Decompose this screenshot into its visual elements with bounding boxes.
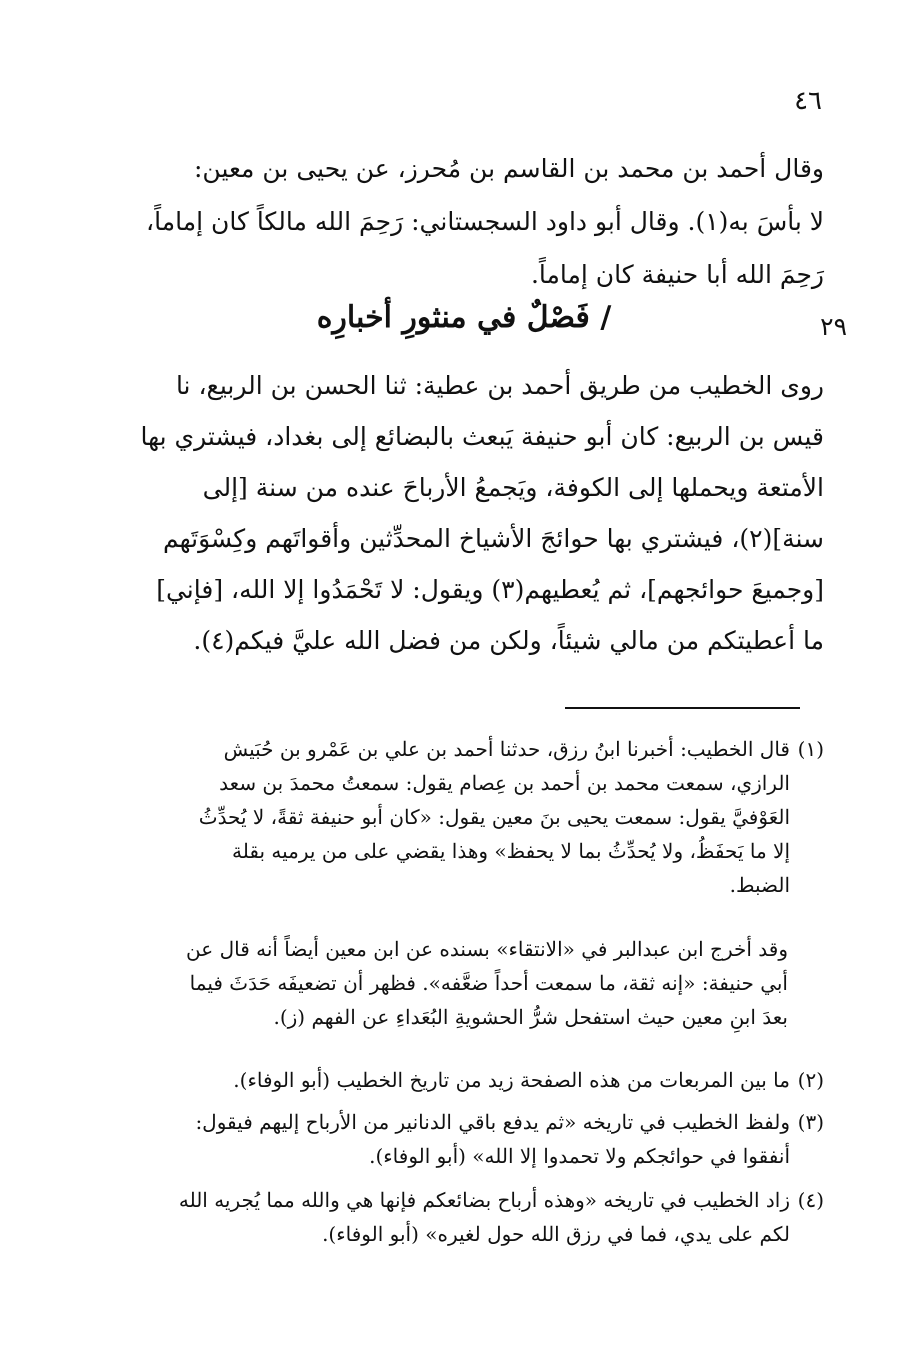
footnote-line: ما بين المربعات من هذه الصفحة زيد من تاريخ الخطيب (أبو الوفاء). <box>233 1068 790 1092</box>
footnote-line: الضبط. <box>729 873 790 897</box>
section-paragraph <box>104 360 824 666</box>
footnote-4 <box>104 1183 824 1251</box>
footnote-line: أبي حنيفة: «إنه ثقة، ما سمعت أحداً ضعَّفه». فظهر أن تضعيفَه حَدَثَ فيما <box>189 971 788 995</box>
text-line: وقال أحمد بن محمد بن القاسم بن مُحرز، عن يحيى بن معين: <box>193 154 824 183</box>
footnote-line: قال الخطيب: أخبرنا ابنُ رزق، حدثنا أحمد بن علي بن عَمْرو بن حُبَيش <box>223 737 790 761</box>
footnote-1-continuation <box>104 932 788 1034</box>
footnote-line: وقد أخرج ابن عبدالبر في «الانتقاء» بسنده عن ابن معين أيضاً أنه قال عن <box>186 937 788 961</box>
footnote-line: العَوْفيَّ يقول: سمعت يحيى بنَ معين يقول: «كان أبو حنيفة ثقةً، لا يُحدِّثُ <box>198 805 790 829</box>
footnote-line: إلا ما يَحفَظُ، ولا يُحدِّثُ بما لا يحفظ» وهذا يقضي على من يرميه بقلة <box>232 839 790 863</box>
footnote-line: لكم على يدي، فما في رزق الله حول لغيره» (أبو الوفاء). <box>322 1222 790 1246</box>
footnote-3 <box>104 1105 824 1173</box>
footnote-line: زاد الخطيب في تاريخه «وهذه أرباح بضائعكم فإنها هي والله مما يُجريه الله <box>178 1188 790 1212</box>
footnote-number: (٤) <box>797 1188 824 1212</box>
text-line: ما أعطيتكم من مالي شيئاً، ولكن من فضل الله عليَّ فيكم(٤). <box>193 626 824 655</box>
footnote-2 <box>104 1063 824 1097</box>
footnote-separator <box>565 707 800 709</box>
text-line: سنة](٢)، فيشتري بها حوائجَ الأشياخ المحدِّثين وأقواتَهم وكِسْوَتَهم <box>162 524 824 553</box>
text-line: [وجميعَ حوائجهم]، ثم يُعطيهم(٣) ويقول: لا تَحْمَدُوا إلا الله، [فإني] <box>156 575 824 604</box>
footnote-number: (٣) <box>797 1110 824 1134</box>
text-line: رَحِمَ الله أبا حنيفة كان إماماً. <box>530 260 824 289</box>
page-number: ٤٦ <box>794 86 822 116</box>
footnote-1 <box>104 732 824 902</box>
footnote-line: الرازي، سمعت محمد بن أحمد بن عِصام يقول: سمعتُ محمدَ بن سعد <box>219 771 790 795</box>
margin-page-reference: ٢٩ <box>820 312 847 341</box>
text-line: لا بأسَ به(١). وقال أبو داود السجستاني: رَحِمَ الله مالكاً كان إماماً، <box>146 207 824 236</box>
section-heading: / فَصْلٌ في منثورِ أخبارِه <box>316 300 612 335</box>
footnote-line: بعدَ ابنِ معين حيث استفحل شرُّ الحشويةِ البُعَداءِ عن الفهم (ز). <box>273 1005 788 1029</box>
footnote-number: (١) <box>797 737 824 761</box>
text-line: روى الخطيب من طريق أحمد بن عطية: ثنا الحسن بن الربيع، نا <box>175 371 824 400</box>
footnote-line: ولفظ الخطيب في تاريخه «ثم يدفع باقي الدنانير من الأرباح إليهم فيقول: <box>195 1110 790 1134</box>
footnote-line: أنفقوا في حوائجكم ولا تحمدوا إلا الله» (أبو الوفاء). <box>369 1144 790 1168</box>
intro-paragraph <box>104 142 824 301</box>
footnote-number: (٢) <box>797 1068 824 1092</box>
text-line: قيس بن الربيع: كان أبو حنيفة يَبعث بالبضائع إلى بغداد، فيشتري بها <box>140 422 824 451</box>
text-line: الأمتعة ويحملها إلى الكوفة، ويَجمعُ الأرباحَ عنده من سنة [إلى <box>202 473 824 502</box>
